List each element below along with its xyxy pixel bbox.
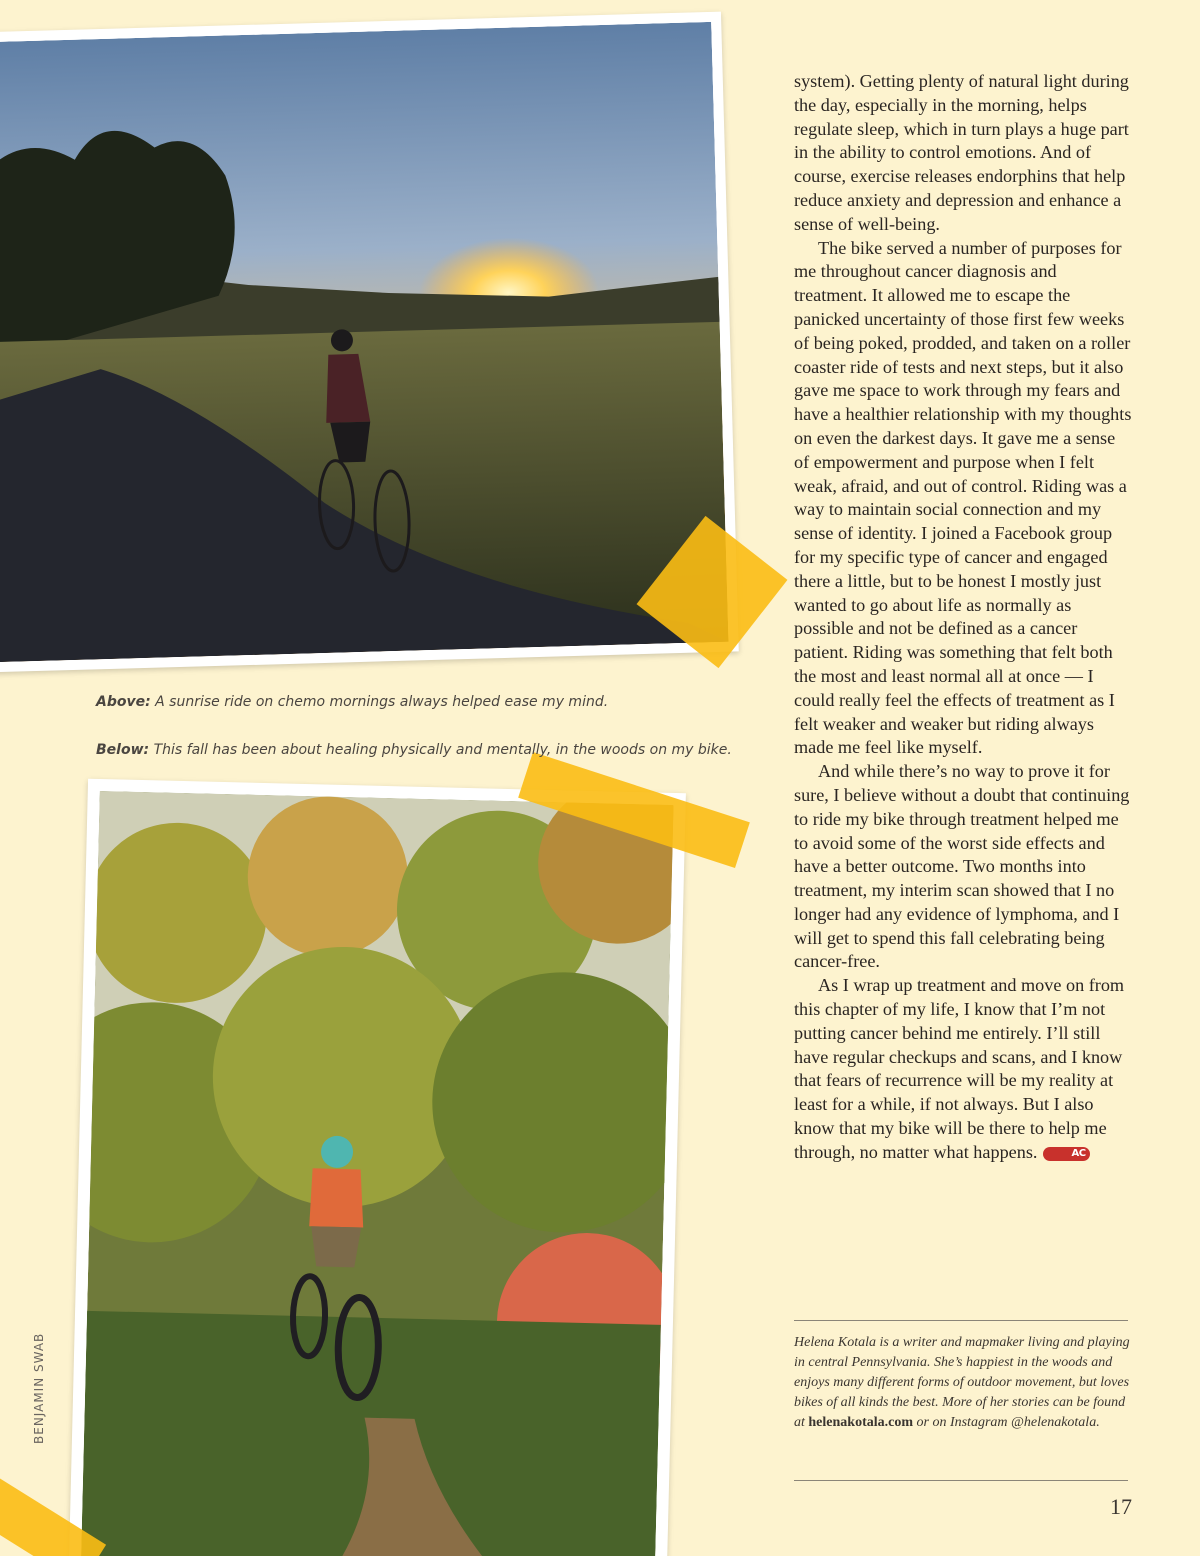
photo-caption-below	[96, 742, 732, 758]
bio-text: or on Instagram @helenakotala.	[913, 1415, 1100, 1430]
sunrise-ride-photo	[0, 12, 739, 673]
caption-text: A sunrise ride on chemo mornings always helped ease my mind.	[150, 694, 609, 710]
article-paragraph: And while there’s no way to prove it for sure, I believe without a doubt that continuing to ride my bike through treatment helped me to avoid some of the worst side effects and have a better outcome. Two months into treatment, my interim scan showed that I no longer had any evidence of lymphoma, and I will get to spend this fall celebrating being cancer-free.	[794, 761, 1130, 972]
caption-label: Below:	[96, 742, 150, 758]
article-paragraph-text: As I wrap up treatment and move on from this chapter of my life, I know that I’m not putting cancer behind me entirely. I’ll still have regular checkups and scans, and I know that fears of recurrence will be my reality at least for a while, if not always. But I also know that my bike will be there to help me through, no matter what happens.	[794, 975, 1125, 1162]
divider-line	[794, 1320, 1128, 1321]
photo-credit: BENJAMIN SWAB	[32, 1332, 46, 1444]
article-paragraph: The bike served a number of purposes for me throughout cancer diagnosis and treatment. It allowed me to escape the panicked uncertainty of those first few weeks of being poked, prodded, and taken on a roller coaster ride of tests and next steps, but it also gave me space to work through my fears and have a healthier relationship with my thoughts on even the darkest days. It gave me a sense of empowerment and purpose when I felt weak, afraid, and out of control. Riding was a way to maintain social connection and my sense of identity. I joined a Facebook group for my specific type of cancer and engaged there a little, but to be honest I mostly just wanted to go about life as normally as possible and not be defined as a cancer patient. Riding was something that felt both the most and least normal all at once — I could really feel the effects of treatment as I felt weaker and weaker but riding always made me feel like myself.	[794, 237, 1132, 758]
caption-label: Above:	[96, 694, 151, 710]
fall-woods-photo	[69, 779, 686, 1556]
divider-line	[794, 1480, 1128, 1481]
bio-text: Helena Kotala is a writer and mapmaker living and playing in central Pennsylvania. She’s happiest in the woods and enjoys many different forms of outdoor movement, but loves bikes of all kinds the best. More of her stories can be found at	[794, 1335, 1130, 1430]
author-bio	[794, 1333, 1130, 1433]
page-number: 17	[1110, 1494, 1132, 1519]
article-paragraph: system). Getting plenty of natural light during the day, especially in the morning, helps regulate sleep, which in turn plays a huge part in the ability to control emotions. And of course, exercise releases endorphins that help reduce anxiety and depression and enhance a sense of well-being.	[794, 71, 1129, 234]
article-body	[794, 70, 1134, 1165]
article-paragraph	[794, 974, 1134, 1164]
photo-caption-above	[96, 694, 608, 710]
caption-text: This fall has been about healing physically and mentally, in the woods on my bike.	[149, 742, 732, 758]
end-mark-logo: AC	[1043, 1147, 1089, 1161]
author-website-link[interactable]: helenakotala.com	[808, 1415, 913, 1430]
